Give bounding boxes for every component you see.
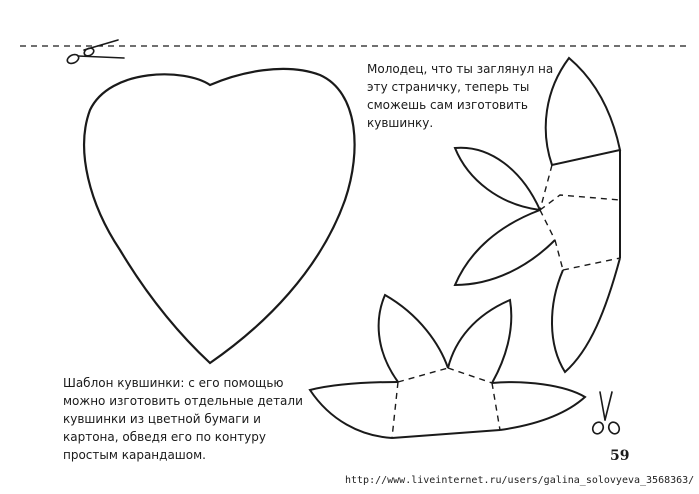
intro-text: Молодец, что ты заглянул на эту страничку, теперь ты сможешь сам изготовить кувшинку. [367, 62, 554, 130]
page-number: 59 [610, 448, 630, 464]
watermark-url: http://www.liveinternet.ru/users/galina_solovyeva_3568363/ [345, 475, 695, 486]
heart-template [84, 69, 354, 363]
flower-lower-folds [392, 368, 500, 438]
flower-upper-folds [540, 150, 620, 270]
scissors-icon [66, 40, 124, 65]
scissors-icon [591, 392, 622, 436]
template-description: Шаблон кувшинки: с его помощью можно изготовить отдельные детали кувшинки из цветной бумаги и картона, обведя его по контуру простым карандашом. [63, 376, 303, 462]
flower-lower-template [310, 295, 585, 438]
